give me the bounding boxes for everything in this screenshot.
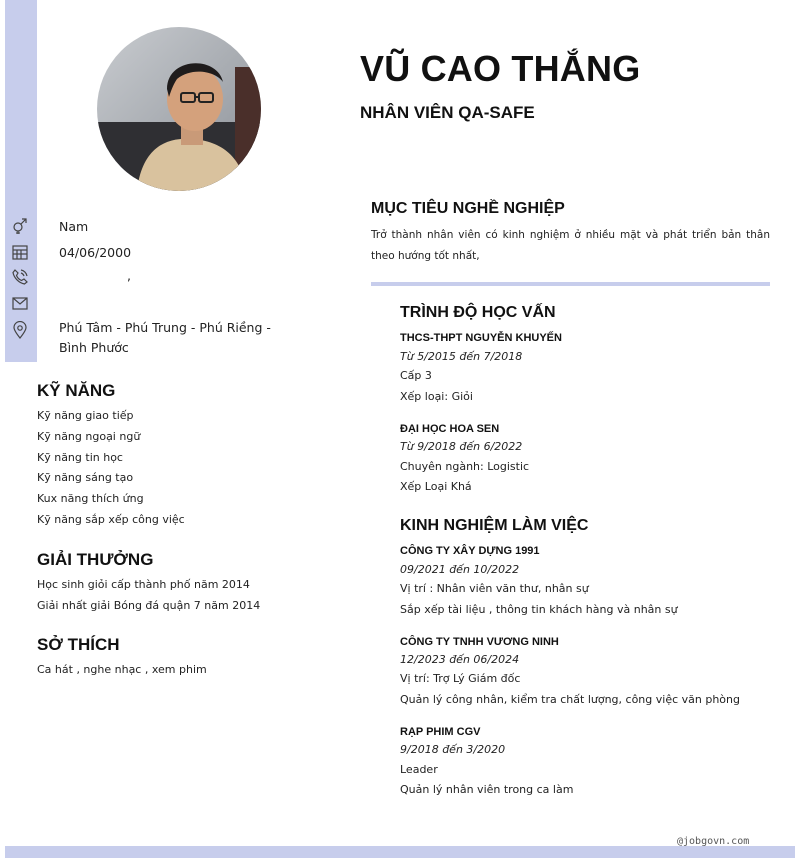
skill-item: Kỹ năng ngoại ngữ xyxy=(37,430,141,443)
job-period: 09/2021 đến 10/2022 xyxy=(400,563,520,576)
calendar-icon xyxy=(11,243,29,261)
school-name: ĐẠI HỌC HOA SEN xyxy=(400,423,500,435)
company-name: CÔNG TY XÂY DỰNG 1991 xyxy=(400,545,540,557)
phone-icon xyxy=(11,268,29,286)
objective-heading: MỤC TIÊU NGHỀ NGHIỆP xyxy=(371,200,565,217)
school-detail: Xếp loại: Giỏi xyxy=(400,390,473,403)
company-name: CÔNG TY TNHH VƯƠNG NINH xyxy=(400,636,559,648)
skill-item: Kỹ năng sắp xếp công việc xyxy=(37,513,185,526)
school-period: Từ 9/2018 đến 6/2022 xyxy=(400,440,523,453)
experience-heading: KINH NGHIỆM LÀM VIỆC xyxy=(400,517,589,534)
gender-value: Nam xyxy=(59,219,89,234)
job-detail: Vị trí : Nhân viên văn thư, nhân sự xyxy=(400,582,589,595)
job-detail: Vị trí: Trợ Lý Giám đốc xyxy=(400,672,521,685)
section-divider xyxy=(371,282,770,286)
school-detail: Chuyên ngành: Logistic xyxy=(400,460,530,473)
footer-accent-bar xyxy=(5,846,795,858)
skill-item: Kỹ năng giao tiếp xyxy=(37,409,134,422)
hobbies-heading: SỞ THÍCH xyxy=(37,635,120,654)
school-period: Từ 5/2015 đến 7/2018 xyxy=(400,350,523,363)
education-heading: TRÌNH ĐỘ HỌC VẤN xyxy=(400,304,556,321)
location-icon xyxy=(11,321,29,339)
phone-value: , xyxy=(127,268,131,283)
avatar-photo xyxy=(97,27,261,191)
watermark-text: @jobgovn.com xyxy=(677,836,750,847)
hobby-item: Ca hát , nghe nhạc , xem phim xyxy=(37,663,207,676)
award-item: Giải nhất giải Bóng đá quận 7 năm 2014 xyxy=(37,599,261,612)
candidate-name: VŨ CAO THẮNG xyxy=(360,48,641,89)
school-detail: Cấp 3 xyxy=(400,369,432,382)
job-period: 9/2018 đến 3/2020 xyxy=(400,743,506,756)
skills-heading: KỸ NĂNG xyxy=(37,381,116,400)
company-name: RẠP PHIM CGV xyxy=(400,726,481,738)
job-detail: Quản lý nhân viên trong ca làm xyxy=(400,783,574,796)
job-detail: Sắp xếp tài liệu , thông tin khách hàng và nhân sự xyxy=(400,603,678,616)
award-item: Học sinh giỏi cấp thành phố năm 2014 xyxy=(37,578,250,591)
address-value: Phú Tâm - Phú Trung - Phú Riềng - Bình Phước xyxy=(59,320,271,355)
objective-text: Trở thành nhân viên có kinh nghiệm ở nhiều mặt và phát triển bản thân theo hướng tốt nhất, xyxy=(371,229,770,262)
awards-heading: GIẢI THƯỞNG xyxy=(37,550,154,569)
job-detail: Quản lý công nhân, kiểm tra chất lượng, công việc văn phòng xyxy=(400,693,740,706)
skill-item: Kỹ năng tin học xyxy=(37,451,123,464)
candidate-job-title: NHÂN VIÊN QA-SAFE xyxy=(360,103,535,122)
skill-item: Kux năng thích ứng xyxy=(37,492,144,505)
email-icon xyxy=(11,294,29,312)
job-detail: Leader xyxy=(400,763,438,776)
birthdate-value: 04/06/2000 xyxy=(59,245,132,260)
school-name: THCS-THPT NGUYỄN KHUYẾN xyxy=(400,332,562,344)
job-period: 12/2023 đến 06/2024 xyxy=(400,653,520,666)
gender-icon xyxy=(11,217,29,235)
school-detail: Xếp Loại Khá xyxy=(400,480,472,493)
skill-item: Kỹ năng sáng tạo xyxy=(37,471,134,484)
